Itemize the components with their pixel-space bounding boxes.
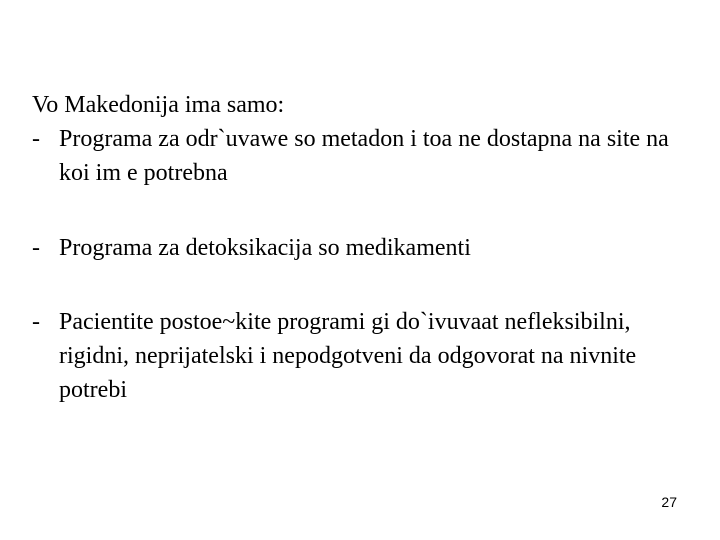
page-number: 27 [661,494,677,510]
bullet-text: Programa za detoksikacija so medikamenti [59,235,471,261]
bullet-dash: - [32,309,40,335]
bullet-item [32,231,692,265]
bullet-text: Programa za odr`uvawe so metadon i toa ne dostapna na site na koi im e potrebna [59,126,669,186]
bullet-dash: - [32,126,40,152]
slide-body [32,88,692,407]
bullet-text: Pacientite postoe~kite programi gi do`ivuvaat nefleksibilni, rigidni, neprijatelski i nepodgotveni da odgovorat na nivnite potrebi [59,309,637,403]
bullet-item [32,122,692,190]
bullet-dash: - [32,235,40,261]
intro-text: Vo Makedonija ima samo: [32,92,285,118]
bullet-item [32,305,692,407]
